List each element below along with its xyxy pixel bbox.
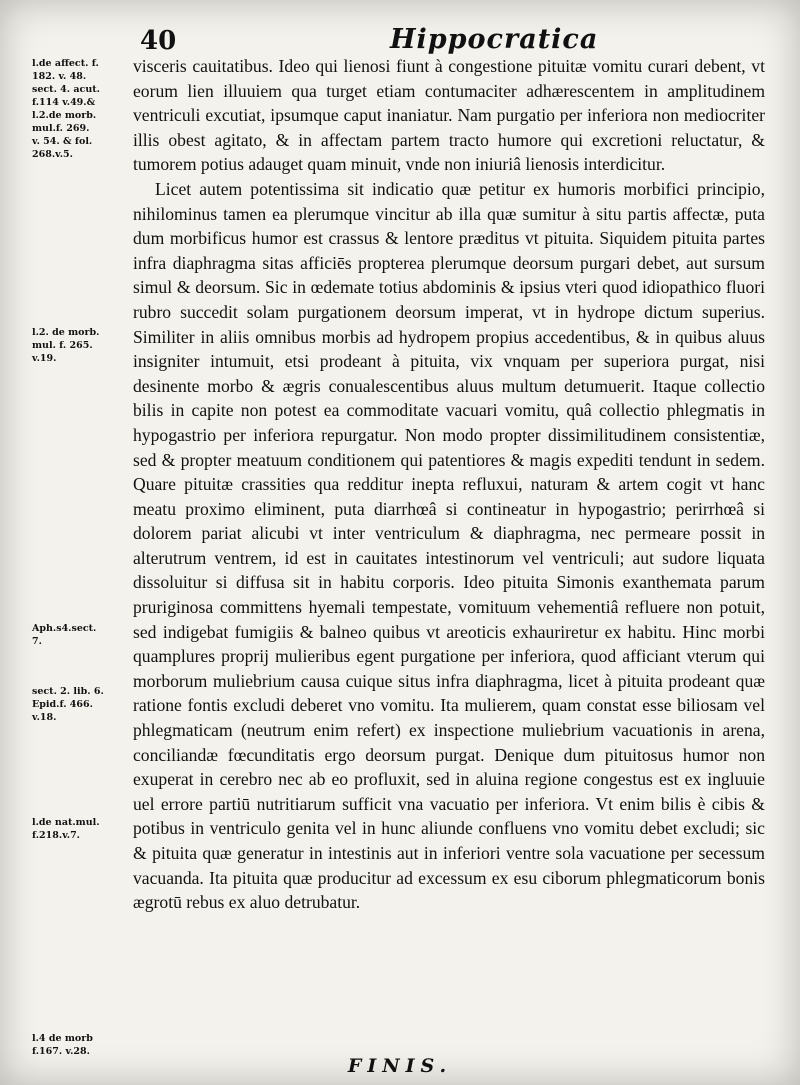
page-number: 40 [140, 26, 177, 56]
running-title: Hippocratica [390, 24, 599, 55]
margin-note: l.de nat.mul. f.218.v.7. [32, 817, 100, 841]
page-header [0, 18, 800, 58]
margin-note: l.de affect. f. 182. v. 48. sect. 4. acut. f.114 v.49.& l.2.de morb. mul.f. 269. v. 54. & fol. 268.v.5. [32, 58, 100, 160]
margin-note: sect. 2. lib. 6. Epid.f. 466. v.18. [32, 686, 104, 723]
finis-mark: FINIS. [347, 1055, 453, 1077]
margin-note: l.4 de morb f.167. v.28. [32, 1033, 93, 1057]
paragraph: visceris cauitatibus. Ideo qui lienosi fiunt à congestione pituitæ vomitu curari debent, vt eorum lien illuuiem qua turget etiam contumaciter adhærescentem in amplitudinem ventriculi excutiat, ipsumque caput inaniatur. Nam purgatio per inferiora non mediocriter illis obest agitato, & in affectam partem tracto humore qui excretioni reluctatur, & tumorem potius adauget quam minuit, vnde non iniuriâ lienosis interdicitur. [133, 56, 765, 175]
margin-note: l.2. de morb. mul. f. 265. v.19. [32, 327, 100, 364]
main-text [133, 54, 765, 915]
paragraph: Licet autem potentissima sit indicatio quæ petitur ex humoris morbifici principio, nihilominus tamen ea plerumque vincitur ab illa quæ sumitur à situ partis affectæ, puta dum morbificus humor est crassus & lentore præditus vt pituita. Siquidem pituita partes infra diaphragma sitas afficiēs propterea plerumque deorsum purgari debet, aut sursum simul & deorsum. Sic in œdemate totius abdominis & ipsius vteri quod idiopathico fluori rubro succedit solam purgationem deorsum imperat, vt in hydrope dictum superius. Similiter in aliis omnibus morbis ad hydropem propius accedentibus, & in quibus aluus insigniter intumuit, etsi prodeant à pituita, vix vnquam per superiora purgat, nisi desinente morbo & ægris conualescentibus aluus multum detumuerit. Itaque collectio bilis in capite non potest ea commoditate vacuari vomitu, quâ collectio phlegmatis in hypogastrio per inferiora repurgatur. Non modo propter dissimilitudinem consistentiæ, sed & propter meatuum conditionem qui patentiores & magis expediti tendunt in sedem. Quare pituitæ crassities qua redditur inepta refluxui, naturam & artem cogit vt hanc meatu proximo eliminent, puta diarrhœâ si contineatur in hypogastrio; perirrhœâ si dolorem pariat alicubi vt inter ventriculum & diaphragma, nec permeare possit in alterutrum ventrem, id est in cauitates intestinorum vel ventriculi; aut sudore liquata dissoluitur si diffusa sit in habitu corporis. Ideo pituita Simonis exanthemata parum pruriginosa committens hyemali tempestate, vomituum vehementiâ refluere non potuit, sed indigebat fumigiis & balneo quibus vt areoticis exhauriretur ex habitu. Hinc morbi quamplures proprij mulieribus egent purgatione per inferiora, quod afficiant vterum qui morborum muliebrium causa cuique situs infra diaphragma, licet à pituita prodeant quæ ratione fontis excludi deberet vno vomitu. Ita mulierem, quam constat esse biliosam vel phlegmaticam (neutrum enim refert) ex inspectione muliebrium vacuationis in arena, conciliandæ fœcunditatis ergo deorsum purgat. Denique dum pituitosus humor non exuperat in cerebro nec ab eo profluxit, sed in aluina regione congestus est ex ingluuie uel errore partiū nutritiarum sufficit vna vacuatio per inferiora. Vt enim bilis è cibis & potibus in ventriculo genita vel in hunc aliunde confluens vno vomitu debet excludi; sic & pituita quæ generatur in intestinis aut in inferiori ventre sola vacuatione per secessum vacuanda. Ita pituita quæ producitur ad excessum ex esu ciborum phlegmaticorum bonis ægrotū rebus ex aluo detrubatur. [133, 178, 765, 913]
margin-note: Aph.s4.sect. 7. [32, 623, 97, 647]
